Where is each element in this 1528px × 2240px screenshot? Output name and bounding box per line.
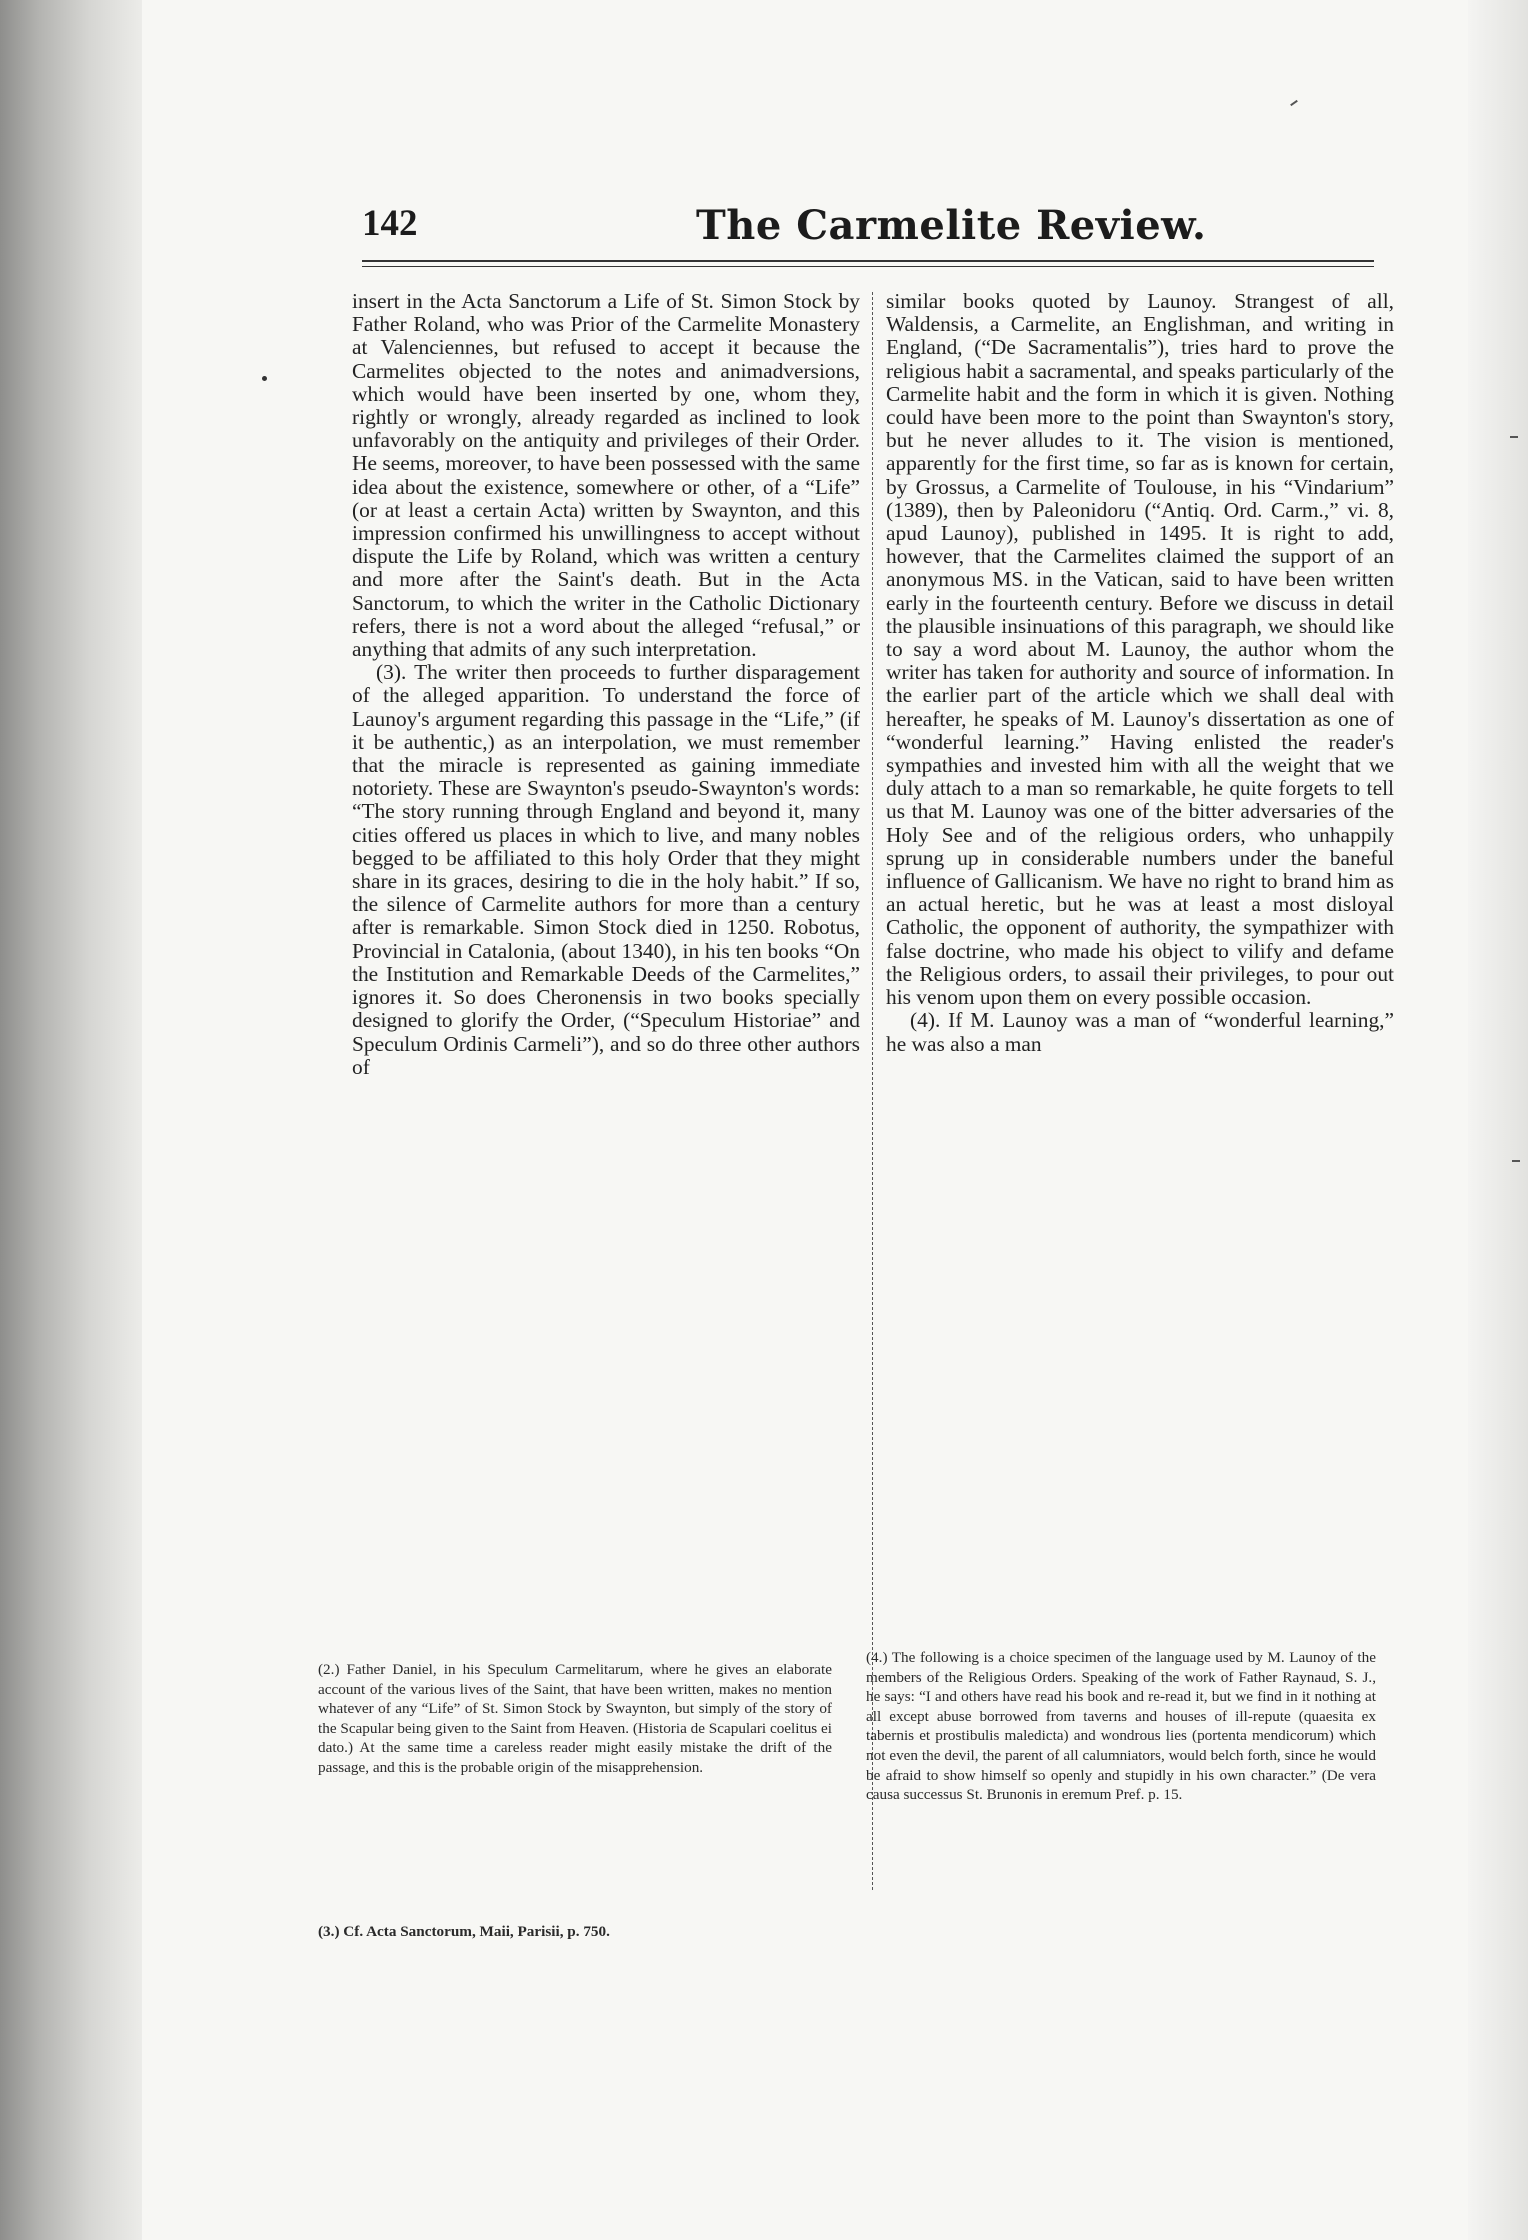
left-column — [352, 290, 860, 1652]
right-paragraph-2: (4). If M. Launoy was a man of “wonderful learning,” he was also a man — [886, 1008, 1394, 1056]
left-paragraph-2: (3). The writer then proceeds to further disparagement of the alleged apparition. To understand the force of Launoy's argument regarding this passage in the “Life,” (if it be authentic,) as an interpolation, we must remember that the miracle is represented as gaining immediate notoriety. These are Swaynton's pseudo-Swaynton's words: “The story running through England and beyond it, many cities offered us places in which to live, and many nobles begged to be affiliated to this holy Order that they might share in its graces, desiring to die in the holy habit.” If so, the silence of Carmelite authors for more than a century after is remarkable. Simon Stock died in 1250. Robotus, Provincial in Catalonia, (about 1340), in his ten books “On the Institution and Remarkable Deeds of the Carmelites,” ignores it. So does Cheronensis in two books specially designed to glorify the Order, (“Speculum Historiae” and Speculum Ordinis Carmeli”), and so do three other authors of — [352, 660, 860, 1079]
footnote-3 — [318, 1922, 832, 1942]
left-paragraph-1: insert in the Acta Sanctorum a Life of St. Simon Stock by Father Roland, who was Prior of the Carmelite Monastery at Valenciennes, but refused to accept it because the Carmelites objected to the notes and animadversions, which would have been inserted by one, whom they, rightly or wrongly, already regarded as inclined to look unfavorably on the antiquity and privileges of their Order. He seems, moreover, to have been possessed with the same idea about the existence, somewhere or other, of a “Life” (or at least a certain Acta) written by Swaynton, and this impression confirmed his unwillingness to accept without dispute the Life by Roland, which was written a century and more after the Saint's death. But in the Acta Sanctorum, to which the writer in the Catholic Dictionary refers, there is not a word about the alleged “refusal,” or anything that admits of any such interpretation. — [352, 289, 860, 662]
footnote-4-text: (4.) The following is a choice specimen of the language used by M. Launoy of the members of the Religious Orders. Speaking of the work of Father Raynaud, S. J., he says: “I and others have read his book and re-read it, but we find in it nothing at all except abuse borrowed from taverns and houses of ill-repute (quaesita ex tabernis et prostibulis maledicta) and wondrous lies (portenta mendicorum) which not even the devil, the parent of all calumniators, would belch forth, since he would be afraid to show himself so openly and stupidly in his own character.” (De vera causa successus St. Brunonis in eremum Pref. p. 15. — [866, 1649, 1376, 1804]
right-column — [886, 290, 1394, 1630]
footnote-2 — [318, 1660, 832, 1778]
page-header — [362, 202, 1362, 262]
header-rule-thin — [362, 266, 1374, 267]
header-rule — [362, 260, 1374, 262]
page-number: 142 — [362, 203, 418, 244]
page-edge — [1468, 0, 1528, 2240]
footnote-3-text: (3.) Cf. Acta Sanctorum, Maii, Parisii, p. 750. — [318, 1923, 610, 1940]
ink-speck — [262, 376, 267, 381]
ink-mark — [1510, 436, 1518, 438]
book-binding-shadow — [0, 0, 142, 2240]
right-paragraph-1: similar books quoted by Launoy. Strangest of all, Waldensis, a Carmelite, an Englishman, and writing in England, (“De Sacramentalis”), tries hard to prove the religious habit a sacramental, and speaks particularly of the Carmelite habit and the form in which it is given. Nothing could have been more to the point than Swaynton's story, but he never alludes to it. The vision is mentioned, apparently for the first time, so far as is known for certain, by Grossus, a Carmelite of Toulouse, in his “Vindarium” (1389), then by Paleonidoru (“Antiq. Ord. Carm.,” vi. 8, apud Launoy), published in 1495. It is right to add, however, that the Carmelites claimed the support of an anonymous MS. in the Vatican, said to have been written early in the fourteenth century. Before we discuss in detail the plausible insinuations of this paragraph, we should like to say a word about M. Launoy, the author whom the writer has taken for authority and source of information. In the earlier part of the article which we shall deal with hereafter, he speaks of M. Launoy's dissertation as one of “wonderful learning.” Having enlisted the reader's sympathies and invested him with all the weight that we duly attach to a man so remarkable, he quite forgets to tell us that M. Launoy was one of the bitter adversaries of the Holy See and of the religious orders, who unhappily sprung up in considerable numbers under the baneful influence of Gallicanism. We have no right to brand him as an actual heretic, but he was at least a most disloyal Catholic, the opponent of authority, the sympathizer with false doctrine, who made his object to vilify and defame the Religious orders, to assail their privileges, to pour out his venom upon them on every possible occasion. — [886, 289, 1394, 1010]
running-title: The Carmelite Review. — [696, 202, 1207, 249]
ink-mark — [1512, 1160, 1520, 1162]
footnote-4 — [866, 1648, 1376, 1805]
footnote-2-text: (2.) Father Daniel, in his Speculum Carmelitarum, where he gives an elaborate account of the various lives of the Saint, that have been written, makes no mention whatever of any “Life” of St. Simon Stock by Swaynton, but simply of the story of the Scapular being given to the Saint from Heaven. (Historia de Scapulari coelitus ei dato.) At the same time a careless reader might easily mistake the drift of the passage, and this is the probable origin of the misapprehension. — [318, 1661, 832, 1776]
